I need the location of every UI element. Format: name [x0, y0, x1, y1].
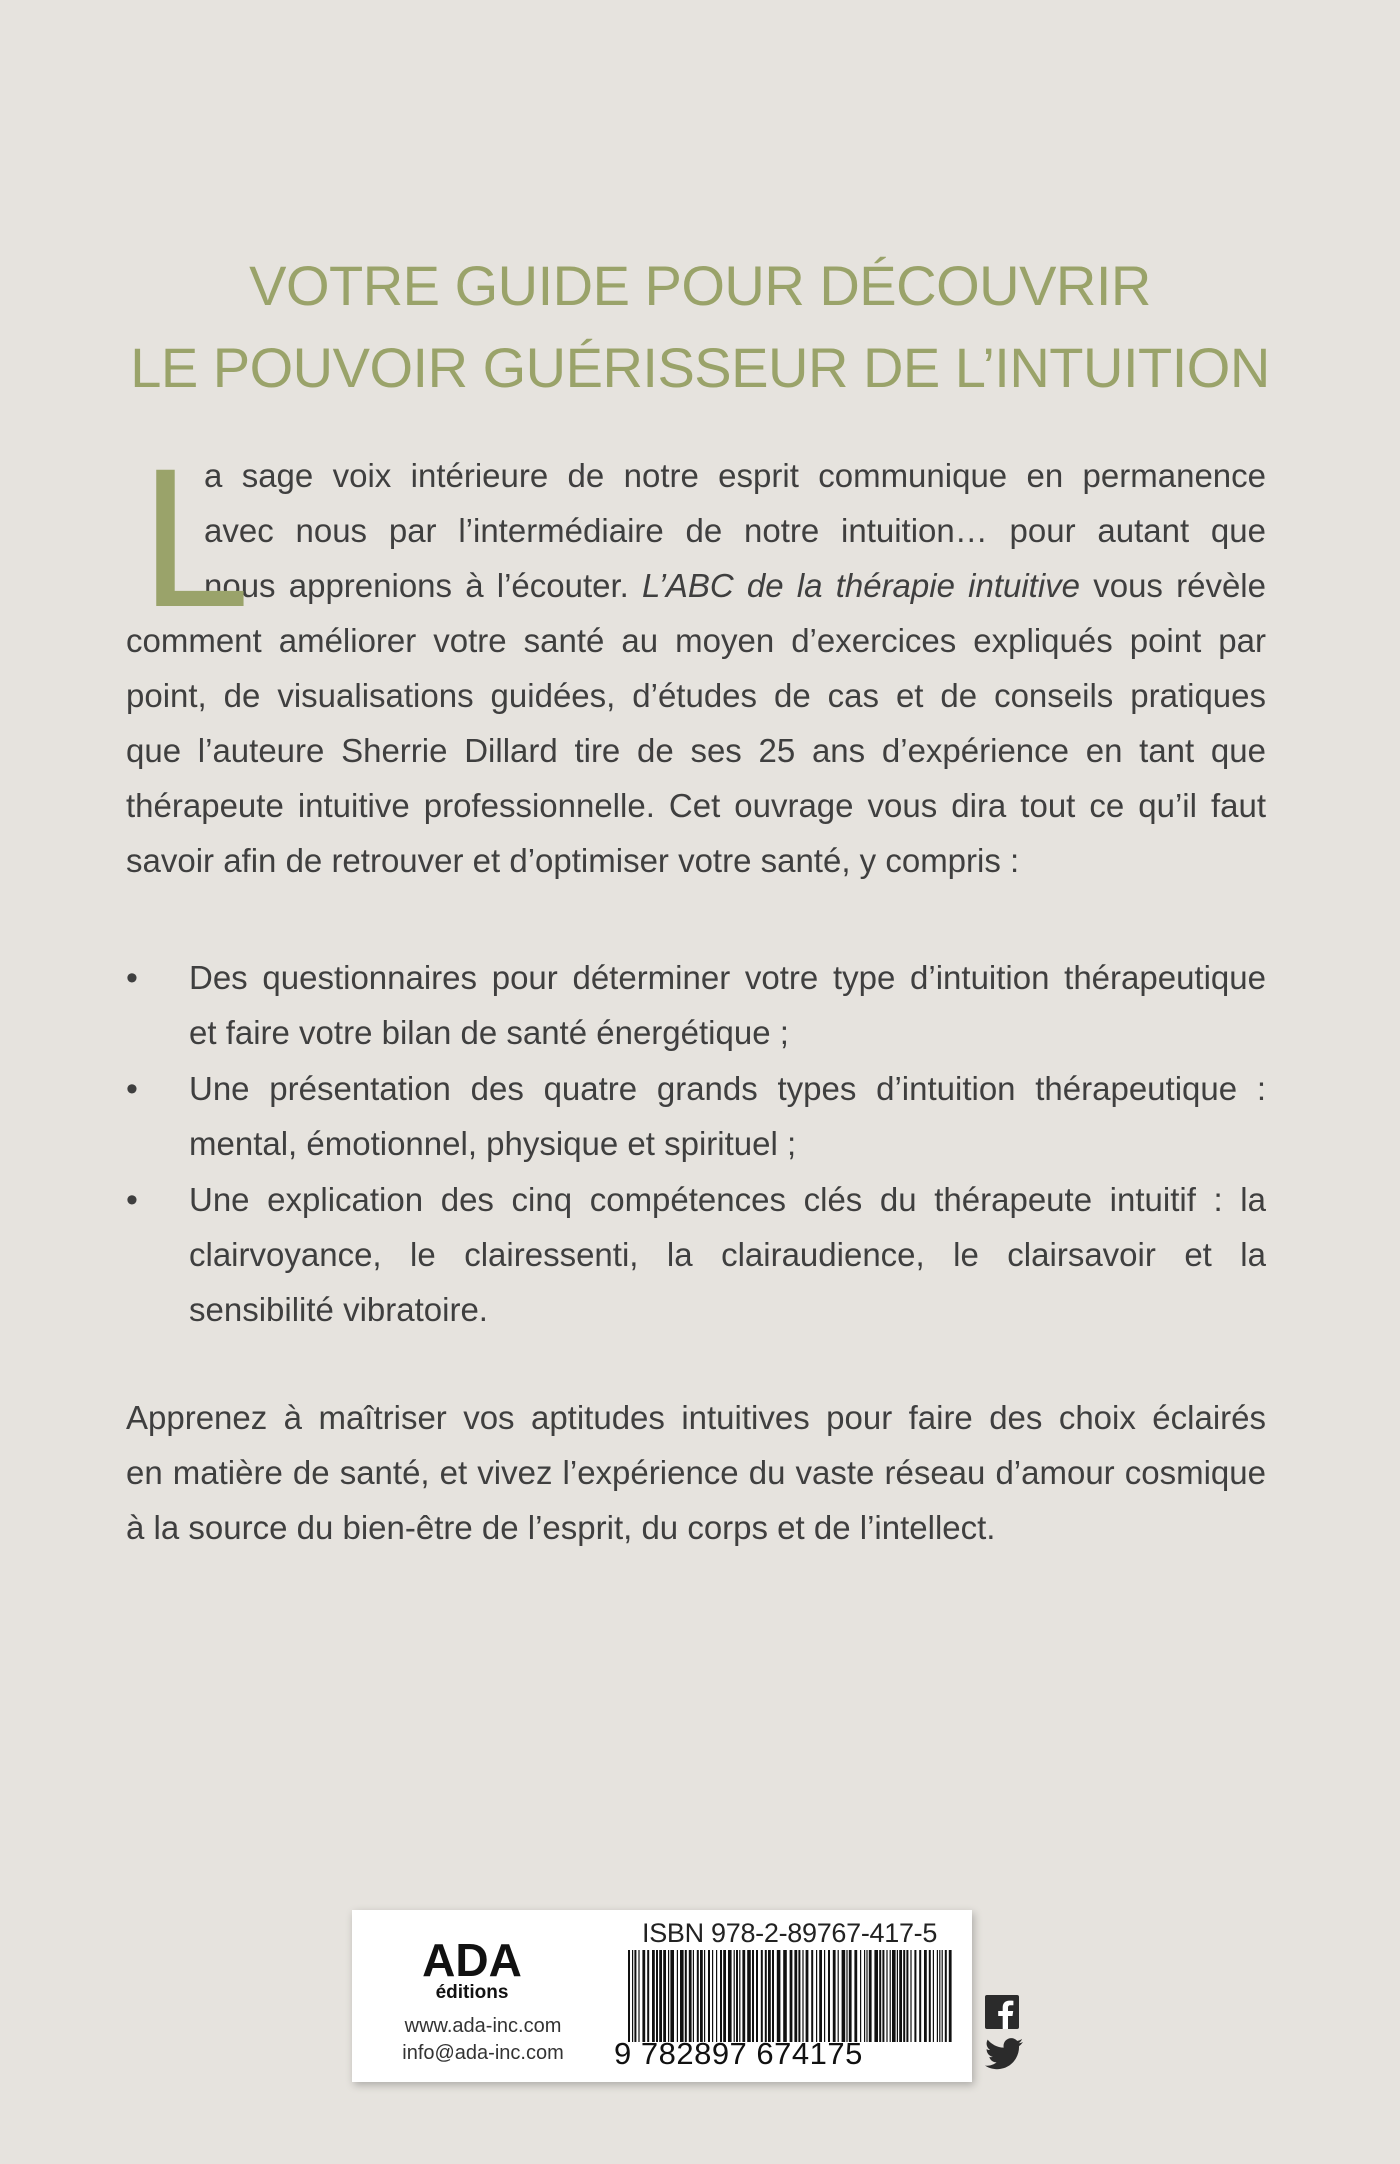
publisher-website[interactable]: www.ada-inc.com [404, 2015, 562, 2037]
barcode-bar [663, 1950, 666, 2042]
barcode-bar [768, 1950, 771, 2042]
svg-text:éditions: éditions [435, 1982, 509, 2002]
barcode-bar [919, 1950, 921, 2042]
barcode-bar [794, 1950, 797, 2042]
intro-line-1: a sage voix intérieure de notre esprit communique en permanence [204, 457, 1266, 494]
barcode-bar [816, 1950, 817, 2042]
barcode-bar [939, 1950, 940, 2042]
barcode-bar [892, 1950, 896, 2042]
barcode-bar [747, 1950, 751, 2042]
barcode-bar [929, 1950, 931, 2042]
barcode-bar [903, 1950, 905, 2042]
barcode-bar [647, 1950, 649, 2042]
drop-cap: L [140, 427, 251, 648]
barcode-bar [680, 1950, 684, 2042]
barcode-bar [659, 1950, 662, 2042]
barcode-bar [864, 1950, 865, 2042]
headline-line-2: LE POUVOIR GUÉRISSEUR DE L’INTUITION [130, 336, 1270, 399]
ada-logo [392, 1932, 552, 2002]
barcode-bar [783, 1950, 787, 2042]
barcode-bar [933, 1950, 934, 2042]
intro-line-4: comment améliorer votre santé au moyen d’exercices expliqués point par [126, 622, 1266, 659]
barcode-bar [802, 1950, 803, 2042]
barcode-bar [634, 1950, 636, 2042]
bullet-dot-icon [126, 1061, 156, 1117]
barcode-bar [716, 1950, 717, 2042]
intro-line-5: point, de visualisations guidées, d’études de cas et de conseils pratiques [126, 677, 1266, 714]
barcode [624, 1950, 954, 2042]
barcode-bar [849, 1950, 852, 2042]
bullet-item-1: • Des questionnaires pour déterminer votre type d’intuition thérapeutique et faire votre bilan de santé énergétique ; [126, 950, 1266, 1060]
intro-line-8: savoir afin de retrouver et d’optimiser votre santé, y compris : [126, 842, 1020, 879]
barcode-bar [693, 1950, 694, 2042]
barcode-bar [734, 1950, 735, 2042]
barcode-bar [798, 1950, 800, 2042]
isbn-label: ISBN 978-2-89767-417-5 [642, 1918, 938, 1948]
barcode-bar [670, 1950, 674, 2042]
barcode-bar [790, 1950, 793, 2042]
barcode-bar [914, 1950, 916, 2042]
barcode-bar [638, 1950, 639, 2042]
barcode-bar [761, 1950, 763, 2042]
barcode-bar [697, 1950, 699, 2042]
barcode-digits: 9 782897 674175 [614, 2036, 863, 2071]
barcode-bar [708, 1950, 710, 2042]
barcode-bar [811, 1950, 813, 2042]
barcode-bar [886, 1950, 887, 2042]
barcode-bar [685, 1950, 687, 2042]
barcode-bar [949, 1950, 952, 2042]
barcode-bar [728, 1950, 732, 2042]
barcode-bar [756, 1950, 758, 2042]
barcode-bar [945, 1950, 947, 2042]
barcode-bar [860, 1950, 861, 2042]
barcode-bar [828, 1950, 830, 2042]
social-icons [985, 1995, 1025, 2075]
intro-line-6: que l’auteure Sherrie Dillard tire de ses 25 ans d’expérience en tant que [126, 732, 1266, 769]
barcode-bar [910, 1950, 911, 2042]
intro-line-2: avec nous par l’intermédiaire de notre intuition… pour autant que [204, 512, 1266, 549]
barcode-bar [700, 1950, 703, 2042]
barcode-bar [882, 1950, 884, 2042]
barcode-bar [890, 1950, 891, 2042]
barcode-bar [854, 1950, 857, 2042]
barcode-bar [765, 1950, 767, 2042]
barcode-bar [689, 1950, 692, 2042]
bullet-dot-icon [126, 950, 156, 1006]
barcode-bar [897, 1950, 898, 2042]
barcode-bar [874, 1950, 878, 2042]
barcode-bar [806, 1950, 809, 2042]
barcode-bar [906, 1950, 908, 2042]
bullet-item-2: • Une présentation des quatre grands types d’intuition thérapeutique : mental, émotionnel, physique et spirituel ; [126, 1061, 1266, 1171]
barcode-bar [824, 1950, 825, 2042]
barcode-bar [833, 1950, 836, 2042]
barcode-bar [838, 1950, 839, 2042]
barcode-bar [668, 1950, 669, 2042]
barcode-bar [739, 1950, 740, 2042]
bullet-list [126, 950, 1266, 1338]
barcode-bar [846, 1950, 847, 2042]
barcode-bar [712, 1950, 713, 2042]
barcode-bar [677, 1950, 678, 2042]
intro-line-7: thérapeute intuitive professionnelle. Cet ouvrage vous dira tout ce qu’il faut [126, 787, 1266, 824]
barcode-bar [736, 1950, 738, 2042]
headline-line-1: VOTRE GUIDE POUR DÉCOUVRIR [249, 254, 1151, 317]
barcode-bar [937, 1950, 938, 2042]
publisher-email[interactable]: info@ada-inc.com [402, 2042, 564, 2064]
bullet-dot-icon [126, 1172, 156, 1228]
barcode-bar [628, 1950, 630, 2042]
barcode-bar [777, 1950, 781, 2042]
barcode-bar [742, 1950, 745, 2042]
intro-line-3 [126, 558, 1266, 613]
intro-paragraph [126, 427, 1266, 888]
bullet-item-3: • Une explication des cinq compétences clés du thérapeute intuitif : la clairvoyance, le clairessenti, la clairaudience, le clairsavoir et la sensibilité vibratoire. [126, 1172, 1266, 1337]
barcode-bar [842, 1950, 846, 2042]
barcode-bar [642, 1950, 645, 2042]
barcode-bar [899, 1950, 902, 2042]
publisher-label [352, 1910, 972, 2082]
barcode-bar [869, 1950, 872, 2042]
barcode-bar [924, 1950, 927, 2042]
facebook-icon[interactable] [985, 1995, 1019, 2029]
intro-line-3b: vous révèle [1093, 567, 1266, 604]
barcode-bar [656, 1950, 658, 2042]
barcode-bar [723, 1950, 726, 2042]
headline [0, 245, 1400, 409]
barcode-bar [879, 1950, 881, 2042]
barcode-bar [866, 1950, 867, 2042]
closing-paragraph: Apprenez à maîtriser vos aptitudes intuitives pour faire des choix éclairés en matière de santé, et vivez l’expérience du vaste réseau d’amour cosmique à la source du bien-être de l’esprit, du corps et de l’intellect. [126, 1399, 1266, 1546]
barcode-bar [720, 1950, 722, 2042]
barcode-bar [772, 1950, 774, 2042]
intro-line-3a: nous apprenions à l’écouter. [204, 567, 629, 604]
barcode-bar [704, 1950, 705, 2042]
barcode-bar [632, 1950, 633, 2042]
svg-text:ADA: ADA [422, 1934, 522, 1986]
barcode-bar [819, 1950, 822, 2042]
barcode-bar [652, 1950, 655, 2042]
barcode-bar [942, 1950, 943, 2042]
barcode-bar [752, 1950, 754, 2042]
twitter-icon[interactable] [985, 2038, 1023, 2070]
book-title: L’ABC de la thérapie intuitive [642, 567, 1081, 604]
